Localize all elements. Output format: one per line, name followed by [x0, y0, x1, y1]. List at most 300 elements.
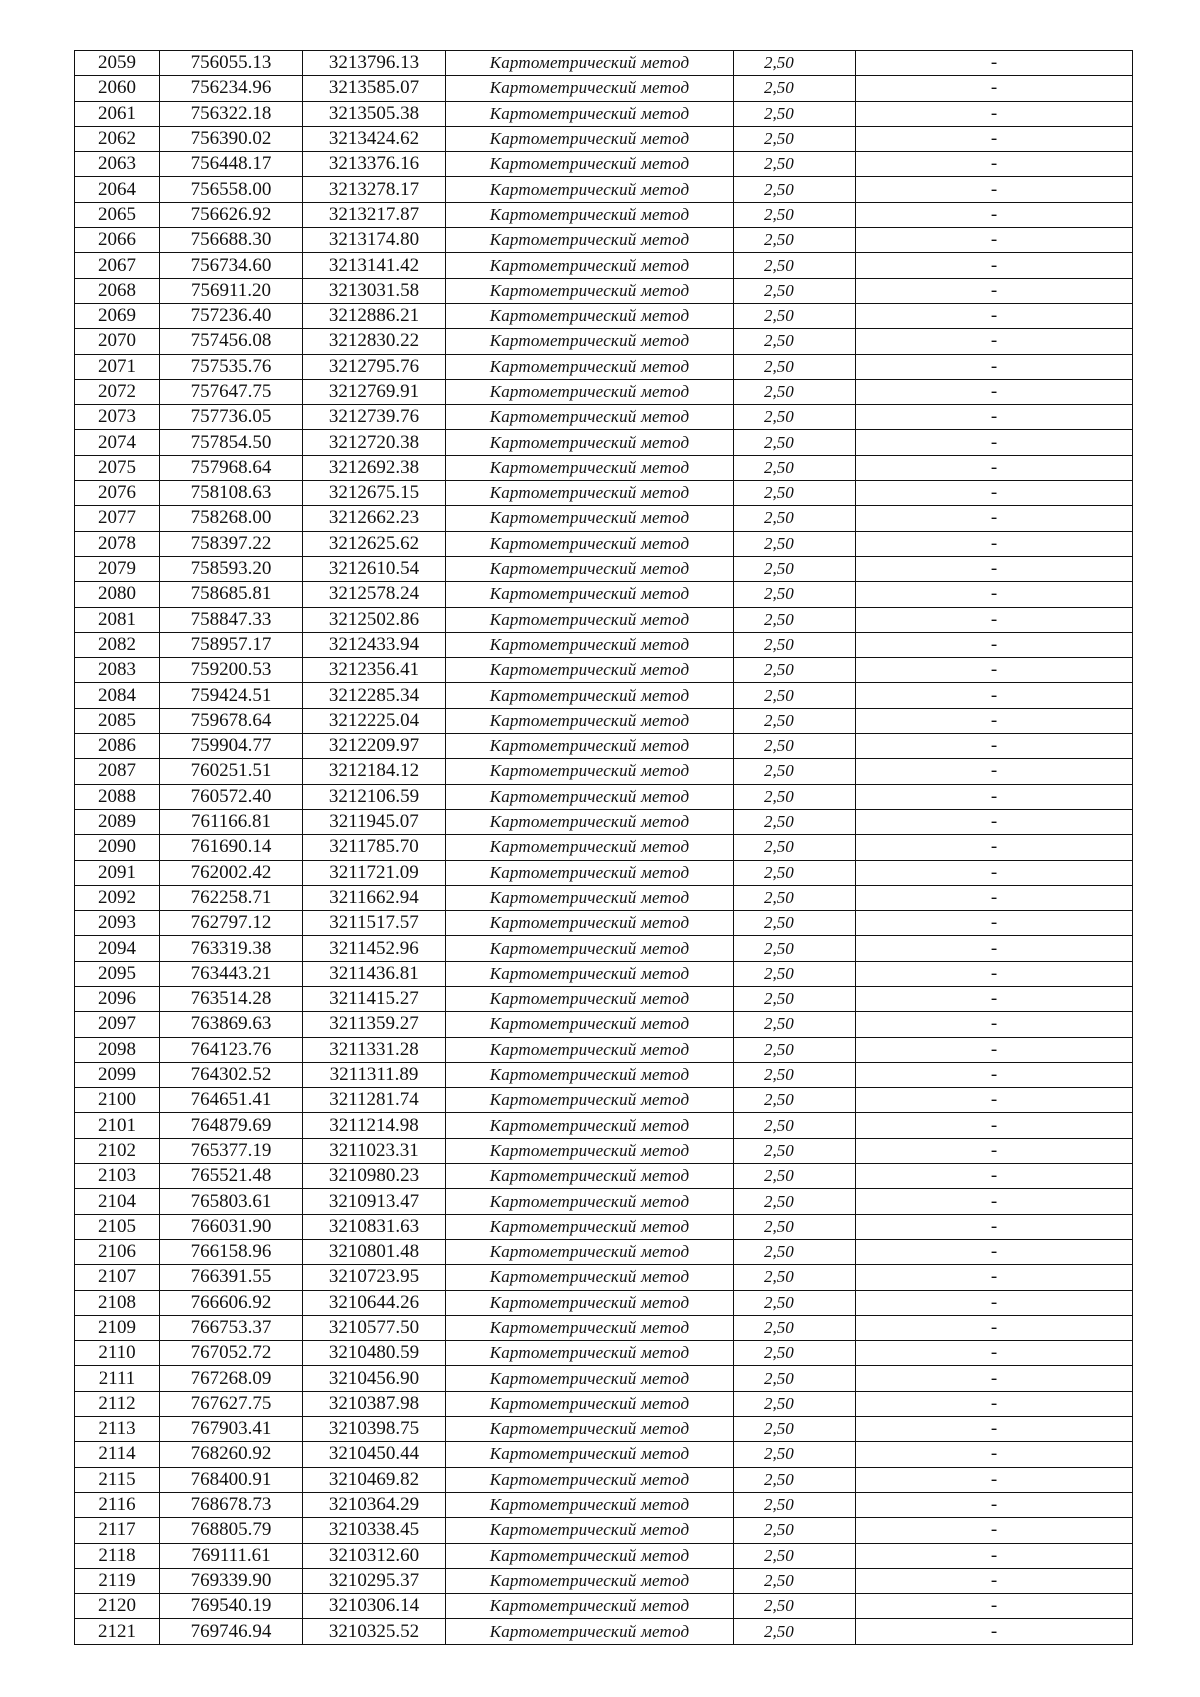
table-row — [75, 506, 1133, 531]
table-row — [75, 1088, 1133, 1113]
point-number-cell: 2065 — [75, 202, 160, 227]
x-coordinate-cell: 768260.92 — [160, 1442, 303, 1467]
y-coordinate-cell: 3213278.17 — [303, 177, 446, 202]
point-number-cell: 2104 — [75, 1189, 160, 1214]
point-number-cell: 2099 — [75, 1062, 160, 1087]
accuracy-cell: 2,50 — [734, 1568, 856, 1593]
x-coordinate-cell: 766753.37 — [160, 1315, 303, 1340]
y-coordinate-cell: 3212625.62 — [303, 531, 446, 556]
y-coordinate-cell: 3210325.52 — [303, 1619, 446, 1644]
table-row — [75, 1442, 1133, 1467]
table-row — [75, 1594, 1133, 1619]
accuracy-cell: 2,50 — [734, 556, 856, 581]
method-cell: Картометрический метод — [446, 1315, 734, 1340]
note-cell: - — [856, 278, 1133, 303]
table-row — [75, 1239, 1133, 1264]
coordinates-table-body — [75, 51, 1133, 1645]
point-number-cell: 2102 — [75, 1138, 160, 1163]
method-cell: Картометрический метод — [446, 1442, 734, 1467]
accuracy-cell: 2,50 — [734, 1391, 856, 1416]
y-coordinate-cell: 3211436.81 — [303, 961, 446, 986]
method-cell: Картометрический метод — [446, 658, 734, 683]
y-coordinate-cell: 3212610.54 — [303, 556, 446, 581]
point-number-cell: 2080 — [75, 582, 160, 607]
table-row — [75, 1214, 1133, 1239]
x-coordinate-cell: 758847.33 — [160, 607, 303, 632]
method-cell: Картометрический метод — [446, 1088, 734, 1113]
method-cell: Картометрический метод — [446, 986, 734, 1011]
point-number-cell: 2097 — [75, 1012, 160, 1037]
table-row — [75, 1315, 1133, 1340]
x-coordinate-cell: 756911.20 — [160, 278, 303, 303]
note-cell: - — [856, 455, 1133, 480]
y-coordinate-cell: 3211023.31 — [303, 1138, 446, 1163]
note-cell: - — [856, 961, 1133, 986]
table-row — [75, 278, 1133, 303]
x-coordinate-cell: 761166.81 — [160, 809, 303, 834]
y-coordinate-cell: 3210338.45 — [303, 1518, 446, 1543]
table-row — [75, 1138, 1133, 1163]
x-coordinate-cell: 766031.90 — [160, 1214, 303, 1239]
note-cell: - — [856, 1467, 1133, 1492]
point-number-cell: 2096 — [75, 986, 160, 1011]
y-coordinate-cell: 3212886.21 — [303, 303, 446, 328]
note-cell: - — [856, 1239, 1133, 1264]
note-cell: - — [856, 607, 1133, 632]
accuracy-cell: 2,50 — [734, 1290, 856, 1315]
accuracy-cell: 2,50 — [734, 1467, 856, 1492]
note-cell: - — [856, 506, 1133, 531]
point-number-cell: 2073 — [75, 405, 160, 430]
accuracy-cell: 2,50 — [734, 506, 856, 531]
method-cell: Картометрический метод — [446, 835, 734, 860]
table-row — [75, 1543, 1133, 1568]
point-number-cell: 2070 — [75, 329, 160, 354]
point-number-cell: 2082 — [75, 632, 160, 657]
table-row — [75, 1467, 1133, 1492]
method-cell: Картометрический метод — [446, 556, 734, 581]
note-cell: - — [856, 379, 1133, 404]
method-cell: Картометрический метод — [446, 607, 734, 632]
accuracy-cell: 2,50 — [734, 1619, 856, 1644]
point-number-cell: 2071 — [75, 354, 160, 379]
y-coordinate-cell: 3211359.27 — [303, 1012, 446, 1037]
x-coordinate-cell: 758397.22 — [160, 531, 303, 556]
point-number-cell: 2077 — [75, 506, 160, 531]
y-coordinate-cell: 3212433.94 — [303, 632, 446, 657]
accuracy-cell: 2,50 — [734, 936, 856, 961]
note-cell: - — [856, 1088, 1133, 1113]
table-row — [75, 784, 1133, 809]
accuracy-cell: 2,50 — [734, 1138, 856, 1163]
method-cell: Картометрический метод — [446, 1214, 734, 1239]
x-coordinate-cell: 762002.42 — [160, 860, 303, 885]
x-coordinate-cell: 760572.40 — [160, 784, 303, 809]
note-cell: - — [856, 708, 1133, 733]
point-number-cell: 2100 — [75, 1088, 160, 1113]
point-number-cell: 2112 — [75, 1391, 160, 1416]
x-coordinate-cell: 756734.60 — [160, 253, 303, 278]
method-cell: Картометрический метод — [446, 1366, 734, 1391]
x-coordinate-cell: 767052.72 — [160, 1341, 303, 1366]
accuracy-cell: 2,50 — [734, 379, 856, 404]
table-row — [75, 556, 1133, 581]
y-coordinate-cell: 3212225.04 — [303, 708, 446, 733]
method-cell: Картометрический метод — [446, 481, 734, 506]
method-cell: Картометрический метод — [446, 1341, 734, 1366]
accuracy-cell: 2,50 — [734, 126, 856, 151]
accuracy-cell: 2,50 — [734, 734, 856, 759]
method-cell: Картометрический метод — [446, 1568, 734, 1593]
point-number-cell: 2088 — [75, 784, 160, 809]
note-cell: - — [856, 76, 1133, 101]
method-cell: Картометрический метод — [446, 177, 734, 202]
point-number-cell: 2105 — [75, 1214, 160, 1239]
y-coordinate-cell: 3211662.94 — [303, 885, 446, 910]
table-row — [75, 1619, 1133, 1644]
accuracy-cell: 2,50 — [734, 1214, 856, 1239]
table-row — [75, 1012, 1133, 1037]
table-row — [75, 734, 1133, 759]
accuracy-cell: 2,50 — [734, 430, 856, 455]
x-coordinate-cell: 768678.73 — [160, 1492, 303, 1517]
x-coordinate-cell: 759678.64 — [160, 708, 303, 733]
note-cell: - — [856, 835, 1133, 860]
note-cell: - — [856, 759, 1133, 784]
table-row — [75, 1417, 1133, 1442]
method-cell: Картометрический метод — [446, 1164, 734, 1189]
x-coordinate-cell: 763443.21 — [160, 961, 303, 986]
point-number-cell: 2101 — [75, 1113, 160, 1138]
note-cell: - — [856, 531, 1133, 556]
method-cell: Картометрический метод — [446, 278, 734, 303]
x-coordinate-cell: 763869.63 — [160, 1012, 303, 1037]
accuracy-cell: 2,50 — [734, 1366, 856, 1391]
accuracy-cell: 2,50 — [734, 455, 856, 480]
point-number-cell: 2066 — [75, 228, 160, 253]
method-cell: Картометрический метод — [446, 860, 734, 885]
x-coordinate-cell: 758108.63 — [160, 481, 303, 506]
note-cell: - — [856, 405, 1133, 430]
method-cell: Картометрический метод — [446, 784, 734, 809]
table-row — [75, 936, 1133, 961]
method-cell: Картометрический метод — [446, 1467, 734, 1492]
note-cell: - — [856, 885, 1133, 910]
y-coordinate-cell: 3210480.59 — [303, 1341, 446, 1366]
note-cell: - — [856, 152, 1133, 177]
accuracy-cell: 2,50 — [734, 1062, 856, 1087]
table-row — [75, 1518, 1133, 1543]
method-cell: Картометрический метод — [446, 1138, 734, 1163]
y-coordinate-cell: 3211517.57 — [303, 911, 446, 936]
table-row — [75, 253, 1133, 278]
point-number-cell: 2087 — [75, 759, 160, 784]
y-coordinate-cell: 3211452.96 — [303, 936, 446, 961]
y-coordinate-cell: 3213796.13 — [303, 51, 446, 76]
method-cell: Картометрический метод — [446, 759, 734, 784]
coordinates-table — [74, 50, 1133, 1645]
method-cell: Картометрический метод — [446, 430, 734, 455]
method-cell: Картометрический метод — [446, 1619, 734, 1644]
x-coordinate-cell: 764123.76 — [160, 1037, 303, 1062]
point-number-cell: 2081 — [75, 607, 160, 632]
method-cell: Картометрический метод — [446, 734, 734, 759]
note-cell: - — [856, 658, 1133, 683]
table-row — [75, 51, 1133, 76]
table-row — [75, 683, 1133, 708]
point-number-cell: 2068 — [75, 278, 160, 303]
note-cell: - — [856, 1290, 1133, 1315]
method-cell: Картометрический метод — [446, 1391, 734, 1416]
method-cell: Картометрический метод — [446, 405, 734, 430]
method-cell: Картометрический метод — [446, 202, 734, 227]
table-row — [75, 1492, 1133, 1517]
method-cell: Картометрический метод — [446, 76, 734, 101]
table-row — [75, 202, 1133, 227]
note-cell: - — [856, 632, 1133, 657]
accuracy-cell: 2,50 — [734, 253, 856, 278]
accuracy-cell: 2,50 — [734, 1341, 856, 1366]
point-number-cell: 2072 — [75, 379, 160, 404]
x-coordinate-cell: 764302.52 — [160, 1062, 303, 1087]
y-coordinate-cell: 3211945.07 — [303, 809, 446, 834]
point-number-cell: 2119 — [75, 1568, 160, 1593]
note-cell: - — [856, 556, 1133, 581]
y-coordinate-cell: 3210469.82 — [303, 1467, 446, 1492]
table-row — [75, 1290, 1133, 1315]
method-cell: Картометрический метод — [446, 1113, 734, 1138]
note-cell: - — [856, 582, 1133, 607]
note-cell: - — [856, 1138, 1133, 1163]
x-coordinate-cell: 757535.76 — [160, 354, 303, 379]
note-cell: - — [856, 1012, 1133, 1037]
accuracy-cell: 2,50 — [734, 1239, 856, 1264]
method-cell: Картометрический метод — [446, 1290, 734, 1315]
point-number-cell: 2083 — [75, 658, 160, 683]
accuracy-cell: 2,50 — [734, 1088, 856, 1113]
note-cell: - — [856, 1594, 1133, 1619]
accuracy-cell: 2,50 — [734, 835, 856, 860]
x-coordinate-cell: 759904.77 — [160, 734, 303, 759]
method-cell: Картометрический метод — [446, 329, 734, 354]
table-row — [75, 632, 1133, 657]
point-number-cell: 2113 — [75, 1417, 160, 1442]
y-coordinate-cell: 3211214.98 — [303, 1113, 446, 1138]
x-coordinate-cell: 764879.69 — [160, 1113, 303, 1138]
point-number-cell: 2079 — [75, 556, 160, 581]
y-coordinate-cell: 3210723.95 — [303, 1265, 446, 1290]
point-number-cell: 2111 — [75, 1366, 160, 1391]
table-row — [75, 860, 1133, 885]
point-number-cell: 2114 — [75, 1442, 160, 1467]
note-cell: - — [856, 1391, 1133, 1416]
y-coordinate-cell: 3213424.62 — [303, 126, 446, 151]
y-coordinate-cell: 3211721.09 — [303, 860, 446, 885]
y-coordinate-cell: 3210398.75 — [303, 1417, 446, 1442]
accuracy-cell: 2,50 — [734, 202, 856, 227]
method-cell: Картометрический метод — [446, 1518, 734, 1543]
table-row — [75, 1037, 1133, 1062]
note-cell: - — [856, 784, 1133, 809]
x-coordinate-cell: 766158.96 — [160, 1239, 303, 1264]
accuracy-cell: 2,50 — [734, 303, 856, 328]
point-number-cell: 2106 — [75, 1239, 160, 1264]
table-row — [75, 1366, 1133, 1391]
y-coordinate-cell: 3213585.07 — [303, 76, 446, 101]
x-coordinate-cell: 756055.13 — [160, 51, 303, 76]
y-coordinate-cell: 3210295.37 — [303, 1568, 446, 1593]
y-coordinate-cell: 3212502.86 — [303, 607, 446, 632]
method-cell: Картометрический метод — [446, 303, 734, 328]
method-cell: Картометрический метод — [446, 1062, 734, 1087]
x-coordinate-cell: 756322.18 — [160, 101, 303, 126]
table-row — [75, 1113, 1133, 1138]
point-number-cell: 2069 — [75, 303, 160, 328]
method-cell: Картометрический метод — [446, 126, 734, 151]
note-cell: - — [856, 1492, 1133, 1517]
accuracy-cell: 2,50 — [734, 986, 856, 1011]
accuracy-cell: 2,50 — [734, 228, 856, 253]
table-row — [75, 607, 1133, 632]
method-cell: Картометрический метод — [446, 354, 734, 379]
accuracy-cell: 2,50 — [734, 683, 856, 708]
x-coordinate-cell: 758593.20 — [160, 556, 303, 581]
x-coordinate-cell: 769339.90 — [160, 1568, 303, 1593]
x-coordinate-cell: 765521.48 — [160, 1164, 303, 1189]
point-number-cell: 2118 — [75, 1543, 160, 1568]
x-coordinate-cell: 759200.53 — [160, 658, 303, 683]
note-cell: - — [856, 354, 1133, 379]
accuracy-cell: 2,50 — [734, 885, 856, 910]
y-coordinate-cell: 3212739.76 — [303, 405, 446, 430]
x-coordinate-cell: 767903.41 — [160, 1417, 303, 1442]
note-cell: - — [856, 1265, 1133, 1290]
point-number-cell: 2062 — [75, 126, 160, 151]
y-coordinate-cell: 3213031.58 — [303, 278, 446, 303]
y-coordinate-cell: 3212356.41 — [303, 658, 446, 683]
note-cell: - — [856, 809, 1133, 834]
point-number-cell: 2085 — [75, 708, 160, 733]
y-coordinate-cell: 3210450.44 — [303, 1442, 446, 1467]
table-row — [75, 379, 1133, 404]
x-coordinate-cell: 765803.61 — [160, 1189, 303, 1214]
x-coordinate-cell: 767268.09 — [160, 1366, 303, 1391]
y-coordinate-cell: 3210980.23 — [303, 1164, 446, 1189]
note-cell: - — [856, 1442, 1133, 1467]
point-number-cell: 2089 — [75, 809, 160, 834]
y-coordinate-cell: 3212769.91 — [303, 379, 446, 404]
x-coordinate-cell: 757854.50 — [160, 430, 303, 455]
y-coordinate-cell: 3210577.50 — [303, 1315, 446, 1340]
x-coordinate-cell: 759424.51 — [160, 683, 303, 708]
y-coordinate-cell: 3212795.76 — [303, 354, 446, 379]
y-coordinate-cell: 3213174.80 — [303, 228, 446, 253]
x-coordinate-cell: 756448.17 — [160, 152, 303, 177]
method-cell: Картометрический метод — [446, 253, 734, 278]
accuracy-cell: 2,50 — [734, 531, 856, 556]
accuracy-cell: 2,50 — [734, 632, 856, 657]
accuracy-cell: 2,50 — [734, 1037, 856, 1062]
y-coordinate-cell: 3212106.59 — [303, 784, 446, 809]
note-cell: - — [856, 329, 1133, 354]
accuracy-cell: 2,50 — [734, 1113, 856, 1138]
method-cell: Картометрический метод — [446, 455, 734, 480]
accuracy-cell: 2,50 — [734, 708, 856, 733]
table-row — [75, 177, 1133, 202]
point-number-cell: 2120 — [75, 1594, 160, 1619]
y-coordinate-cell: 3213505.38 — [303, 101, 446, 126]
table-row — [75, 582, 1133, 607]
accuracy-cell: 2,50 — [734, 582, 856, 607]
y-coordinate-cell: 3212692.38 — [303, 455, 446, 480]
point-number-cell: 2091 — [75, 860, 160, 885]
x-coordinate-cell: 760251.51 — [160, 759, 303, 784]
table-row — [75, 126, 1133, 151]
table-row — [75, 531, 1133, 556]
accuracy-cell: 2,50 — [734, 1189, 856, 1214]
method-cell: Картометрический метод — [446, 632, 734, 657]
method-cell: Картометрический метод — [446, 51, 734, 76]
point-number-cell: 2067 — [75, 253, 160, 278]
x-coordinate-cell: 764651.41 — [160, 1088, 303, 1113]
table-row — [75, 1568, 1133, 1593]
x-coordinate-cell: 757736.05 — [160, 405, 303, 430]
table-row — [75, 329, 1133, 354]
y-coordinate-cell: 3210456.90 — [303, 1366, 446, 1391]
table-row — [75, 1265, 1133, 1290]
table-row — [75, 961, 1133, 986]
y-coordinate-cell: 3211785.70 — [303, 835, 446, 860]
table-row — [75, 430, 1133, 455]
method-cell: Картометрический метод — [446, 379, 734, 404]
accuracy-cell: 2,50 — [734, 860, 856, 885]
method-cell: Картометрический метод — [446, 1265, 734, 1290]
note-cell: - — [856, 253, 1133, 278]
method-cell: Картометрический метод — [446, 961, 734, 986]
accuracy-cell: 2,50 — [734, 1417, 856, 1442]
accuracy-cell: 2,50 — [734, 405, 856, 430]
table-row — [75, 1189, 1133, 1214]
note-cell: - — [856, 860, 1133, 885]
method-cell: Картометрический метод — [446, 101, 734, 126]
y-coordinate-cell: 3210312.60 — [303, 1543, 446, 1568]
note-cell: - — [856, 1543, 1133, 1568]
method-cell: Картометрический метод — [446, 1543, 734, 1568]
point-number-cell: 2117 — [75, 1518, 160, 1543]
accuracy-cell: 2,50 — [734, 784, 856, 809]
point-number-cell: 2103 — [75, 1164, 160, 1189]
y-coordinate-cell: 3212578.24 — [303, 582, 446, 607]
x-coordinate-cell: 766391.55 — [160, 1265, 303, 1290]
method-cell: Картометрический метод — [446, 1417, 734, 1442]
x-coordinate-cell: 756390.02 — [160, 126, 303, 151]
method-cell: Картометрический метод — [446, 1594, 734, 1619]
accuracy-cell: 2,50 — [734, 911, 856, 936]
table-row — [75, 708, 1133, 733]
point-number-cell: 2121 — [75, 1619, 160, 1644]
accuracy-cell: 2,50 — [734, 1492, 856, 1517]
method-cell: Картометрический метод — [446, 531, 734, 556]
note-cell: - — [856, 202, 1133, 227]
table-row — [75, 759, 1133, 784]
note-cell: - — [856, 986, 1133, 1011]
method-cell: Картометрический метод — [446, 911, 734, 936]
accuracy-cell: 2,50 — [734, 1164, 856, 1189]
method-cell: Картометрический метод — [446, 683, 734, 708]
point-number-cell: 2090 — [75, 835, 160, 860]
accuracy-cell: 2,50 — [734, 278, 856, 303]
point-number-cell: 2061 — [75, 101, 160, 126]
